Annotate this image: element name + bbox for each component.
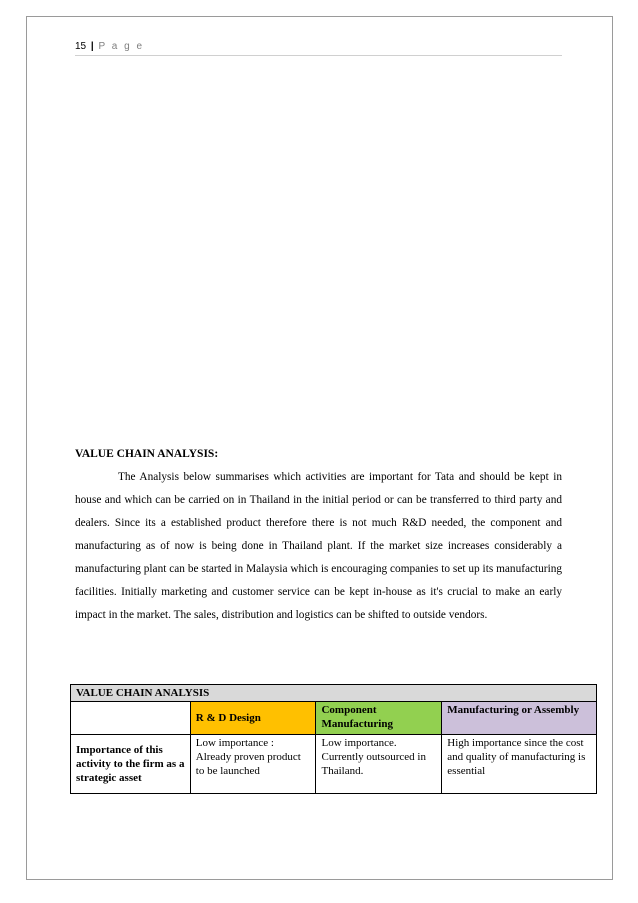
page-header [75,41,144,52]
header-blank-cell [71,702,191,735]
section-heading: VALUE CHAIN ANALYSIS: [75,448,219,460]
cell-manufacturing-assembly: High importance since the cost and quality of manufacturing is essential [442,735,597,794]
table-row [71,735,597,794]
body-paragraph: The Analysis below summarises which activities are important for Tata and should be kept in house and which can be carried on in Thailand in the initial period or can be transferred to third party and dealers. Since its a established product therefore there is not much R&D needed, the component and manufacturing as of now is being done in Thailand plant. If the market size increases considerably a manufacturing plant can be started in Malaysia which is encouraging companies to set up its manufacturing facilities. Initially marketing and customer service can be kept in-house as it's crucial to make an early impact in the market. The sales, distribution and logistics can be shifted to outside vendors. [75,471,562,621]
header-rd-design: R & D Design [190,702,316,735]
cell-rd-design: Low importance : Already proven product to be launched [190,735,316,794]
cell-component-manufacturing: Low importance. Currently outsourced in Thailand. [316,735,442,794]
page-label: P a g e [98,41,145,52]
header-component-manufacturing: Component Manufacturing [316,702,442,735]
table-title-row [71,685,597,702]
value-chain-table [70,684,597,794]
table-header-row [71,702,597,735]
header-manufacturing-assembly: Manufacturing or Assembly [442,702,597,735]
page-number: 15 [75,41,87,52]
table-title: VALUE CHAIN ANALYSIS [71,685,597,702]
row-label: Importance of this activity to the firm as a strategic asset [71,735,191,794]
header-separator: | [90,41,94,52]
header-divider [75,55,562,56]
